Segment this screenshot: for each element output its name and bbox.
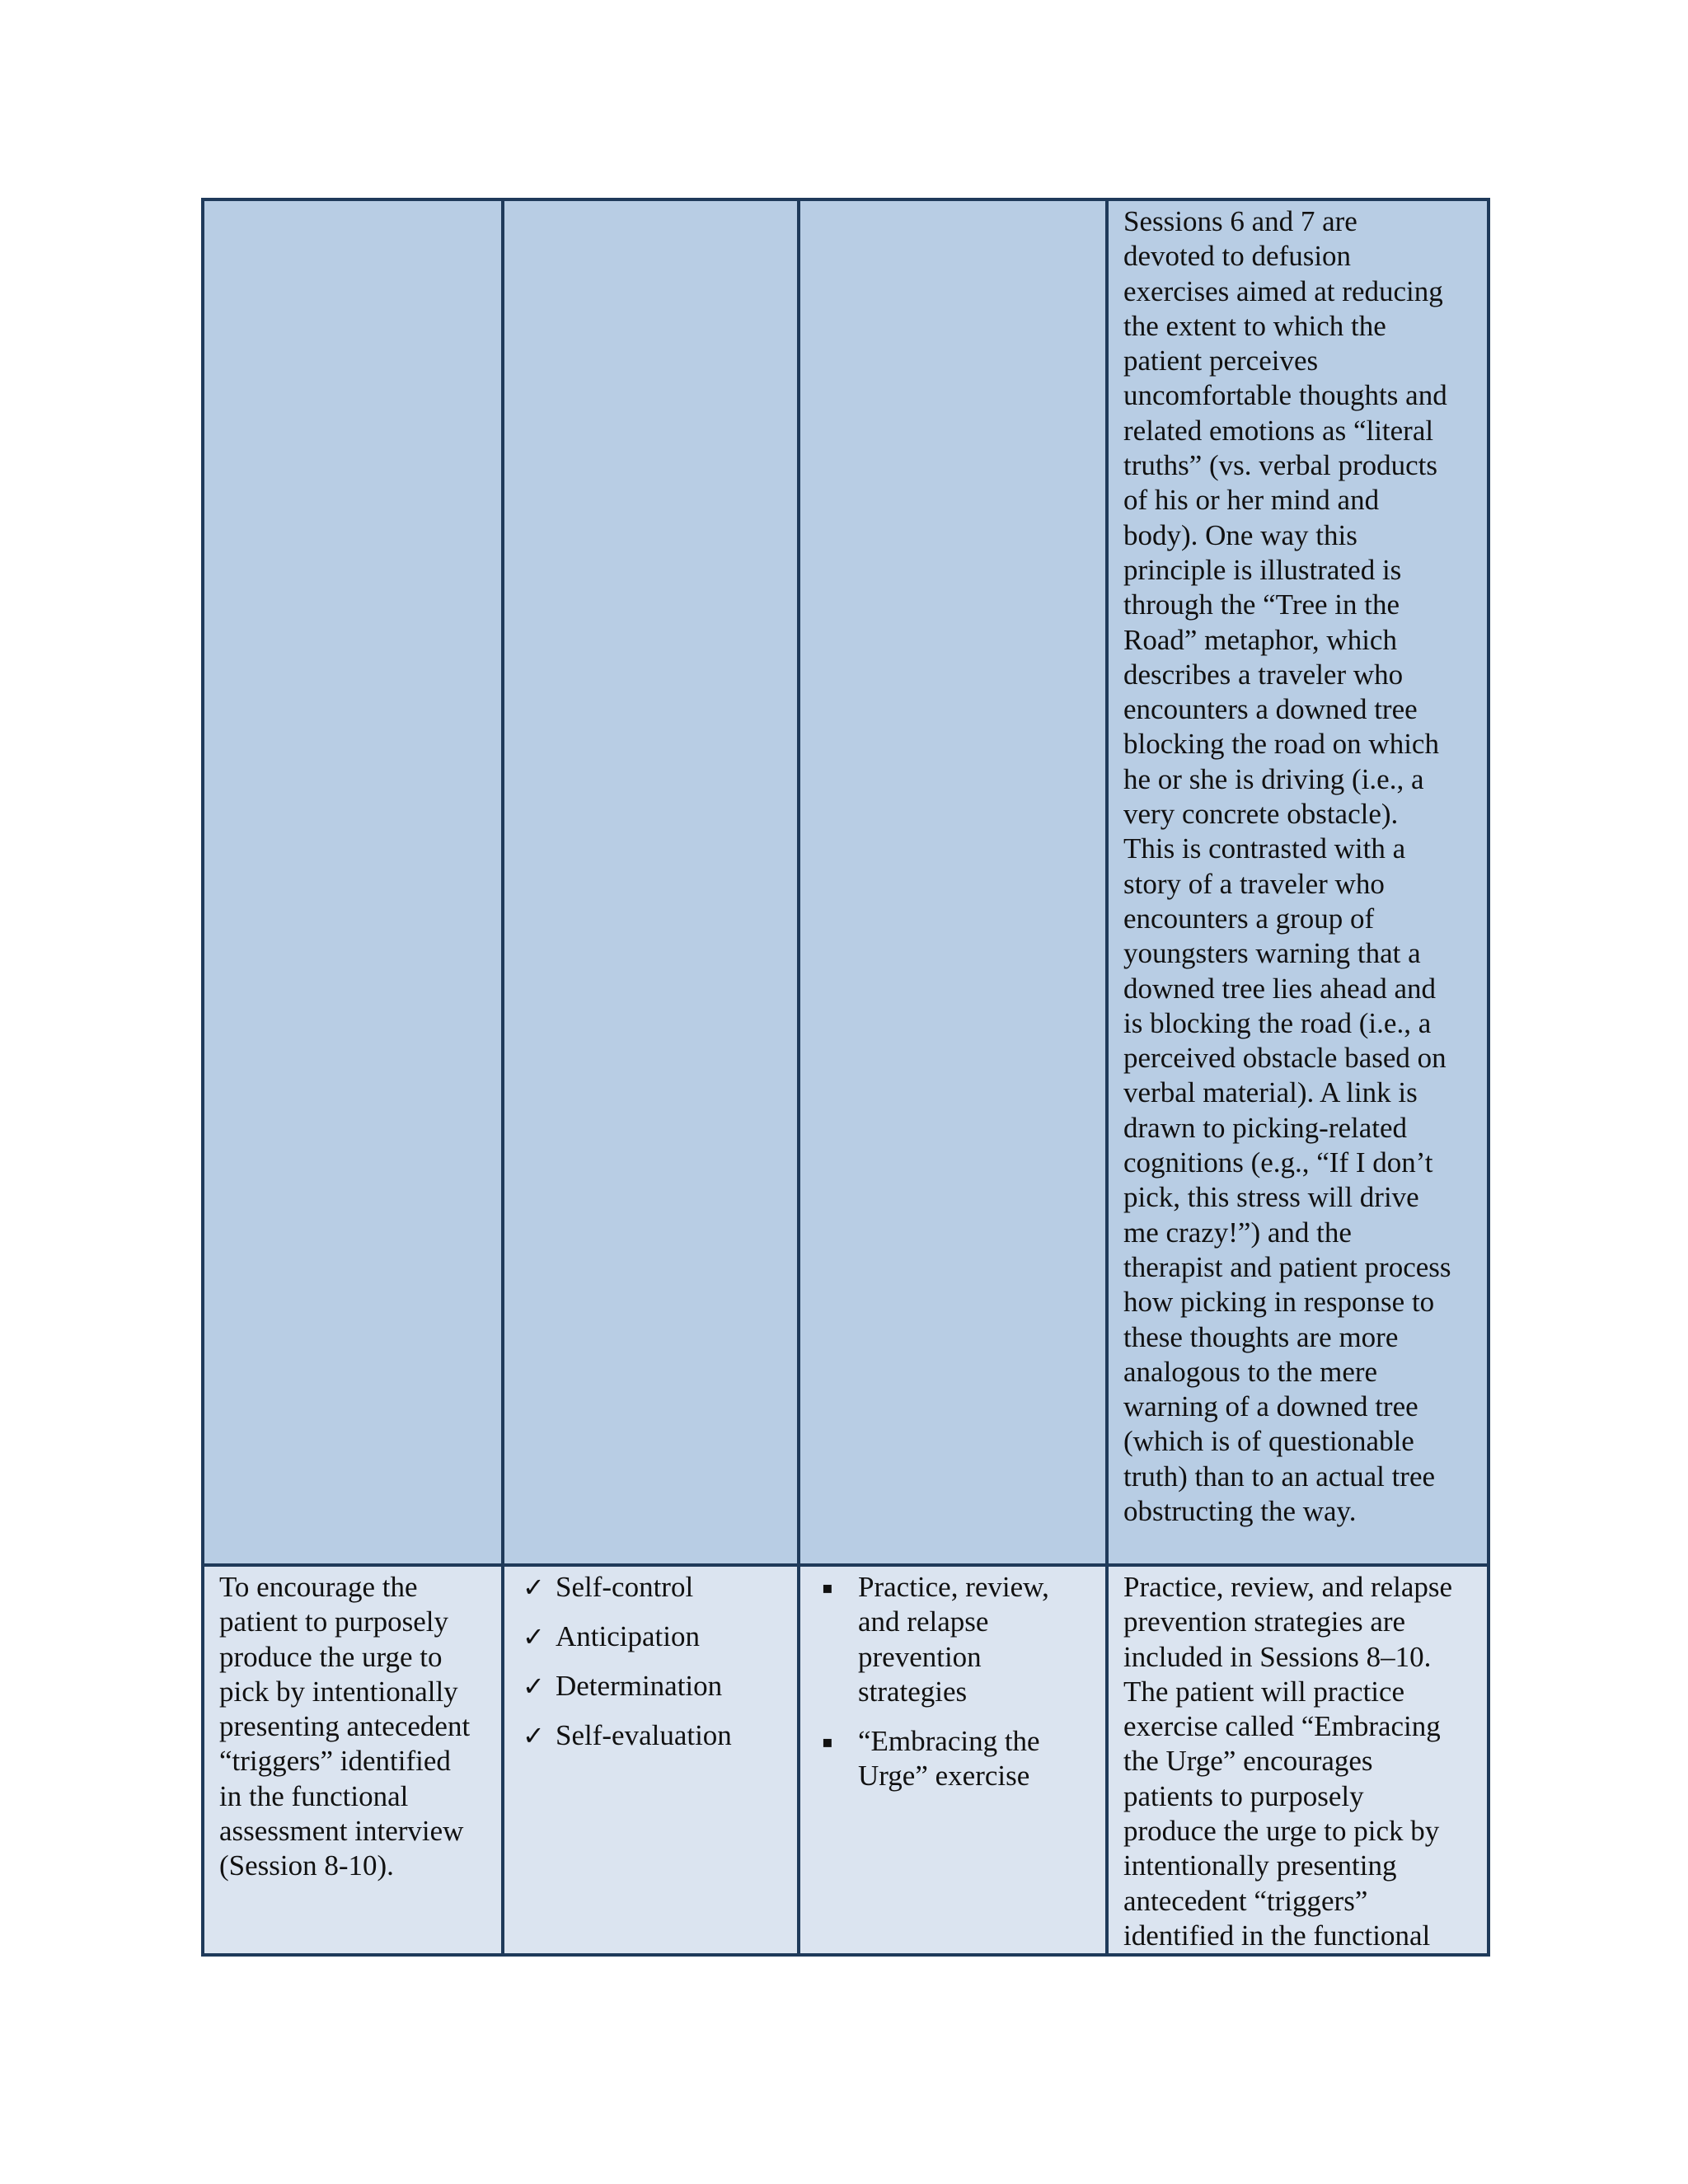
text-line: “Embracing the [858,1725,1040,1758]
text-line: drawn to picking-related [1123,1111,1408,1144]
table-cell-skills [503,1565,799,1955]
text-line: verbal material). A link is [1123,1076,1418,1109]
text-line: (which is of questionable [1123,1425,1414,1458]
text-line: is blocking the road (i.e., a [1123,1006,1432,1039]
text-line: truths” (vs. verbal products [1123,449,1438,482]
check-mark-icon: ✓ [523,1621,545,1652]
text-line: exercise called “Embracing [1123,1710,1441,1743]
square-bullet-icon [822,1724,833,1759]
text-line: body). One way this [1123,518,1357,551]
text-line: the Urge” encourages [1123,1745,1373,1778]
text-line: story of a traveler who [1123,867,1385,900]
text-line: related emotions as “literal [1123,414,1434,447]
square-bullet-icon [822,1570,833,1605]
text-line: in the functional [219,1779,409,1812]
text-line: intentionally presenting [1123,1849,1397,1882]
text-line: encounters a downed tree [1123,693,1418,726]
table-row [203,199,1489,1565]
text-line: the extent to which the [1123,309,1386,342]
table-cell-goal [203,199,503,1565]
text-line: and relapse [858,1605,989,1638]
list-item [519,1669,785,1704]
table-cell-description [1107,1565,1489,1955]
text-line: Road” metaphor, which [1123,623,1397,656]
text-line: of his or her mind and [1123,484,1380,517]
text-line: perceived obstacle based on [1123,1042,1447,1075]
text-line: assessment interview [219,1815,464,1848]
text-line: pick by intentionally [219,1675,458,1708]
table-cell-techniques [799,199,1107,1565]
text-line: warning of a downed tree [1123,1390,1418,1423]
table-row [203,1565,1489,1955]
text-line: uncomfortable thoughts and [1123,379,1447,412]
skill-label: Determination [556,1670,723,1702]
list-item [815,1724,1094,1794]
text-line: The patient will practice [1123,1675,1405,1708]
skill-label: Anticipation [556,1620,700,1652]
text-line: produce the urge to pick by [1123,1815,1440,1848]
goal-text [204,1567,501,1884]
table-cell-description [1107,199,1489,1565]
check-mark-icon: ✓ [523,1720,545,1751]
table-cell-techniques [799,1565,1107,1955]
techniques-list [815,1570,1094,1794]
text-line: very concrete obstacle). [1123,798,1399,831]
text-line: To encourage the [219,1571,418,1603]
text-line: exercises aimed at reducing [1123,274,1443,307]
text-line: therapist and patient process [1123,1250,1451,1283]
text-line: Urge” exercise [858,1760,1030,1793]
text-line: identified in the functional [1123,1919,1431,1952]
text-line: patient perceives [1123,344,1319,377]
text-line: included in Sessions 8–10. [1123,1640,1432,1673]
text-line: me crazy!”) and the [1123,1216,1352,1249]
text-line: Practice, review, [858,1571,1049,1603]
text-line: pick, this stress will drive [1123,1181,1419,1214]
text-line: he or she is driving (i.e., a [1123,762,1424,795]
text-line: downed tree lies ahead and [1123,972,1437,1005]
text-line: Sessions 6 and 7 are [1123,205,1357,237]
text-line: obstructing the way. [1123,1494,1357,1527]
text-line: produce the urge to [219,1640,443,1673]
text-line: how picking in response to [1123,1286,1435,1319]
description-text [1109,201,1487,1529]
table-cell-goal [203,1565,503,1955]
text-line: youngsters warning that a [1123,937,1421,970]
list-item [815,1570,1094,1709]
table-cell-skills [503,199,799,1565]
text-line: cognitions (e.g., “If I don’t [1123,1146,1433,1179]
text-line: describes a traveler who [1123,658,1404,691]
skills-checklist [519,1570,785,1753]
text-line: blocking the road on which [1123,728,1439,761]
list-item [519,1619,785,1654]
text-line: This is contrasted with a [1123,832,1406,865]
text-line: prevention strategies are [1123,1605,1406,1638]
text-line: devoted to defusion [1123,240,1352,273]
check-mark-icon: ✓ [523,1671,545,1702]
text-line: through the “Tree in the [1123,588,1400,621]
text-line: analogous to the mere [1123,1355,1378,1388]
text-line: antecedent “triggers” [1123,1884,1368,1917]
skill-label: Self-control [556,1571,694,1603]
text-line: strategies [858,1675,968,1708]
text-line: truth) than to an actual tree [1123,1460,1436,1493]
text-line: principle is illustrated is [1123,553,1402,586]
text-line: “triggers” identified [219,1745,451,1778]
list-item [519,1718,785,1753]
text-line: Practice, review, and relapse [1123,1571,1453,1603]
list-item [519,1570,785,1605]
text-line: prevention [858,1640,982,1673]
text-line: these thoughts are more [1123,1320,1399,1353]
text-line: presenting antecedent [219,1710,471,1743]
check-mark-icon: ✓ [523,1572,545,1603]
text-line: (Session 8-10). [219,1849,394,1882]
text-line: patients to purposely [1123,1779,1364,1812]
text-line: patient to purposely [219,1605,449,1638]
text-line: encounters a group of [1123,902,1375,935]
skill-label: Self-evaluation [556,1719,732,1751]
treatment-table [201,198,1490,1957]
description-text [1109,1567,1487,1953]
